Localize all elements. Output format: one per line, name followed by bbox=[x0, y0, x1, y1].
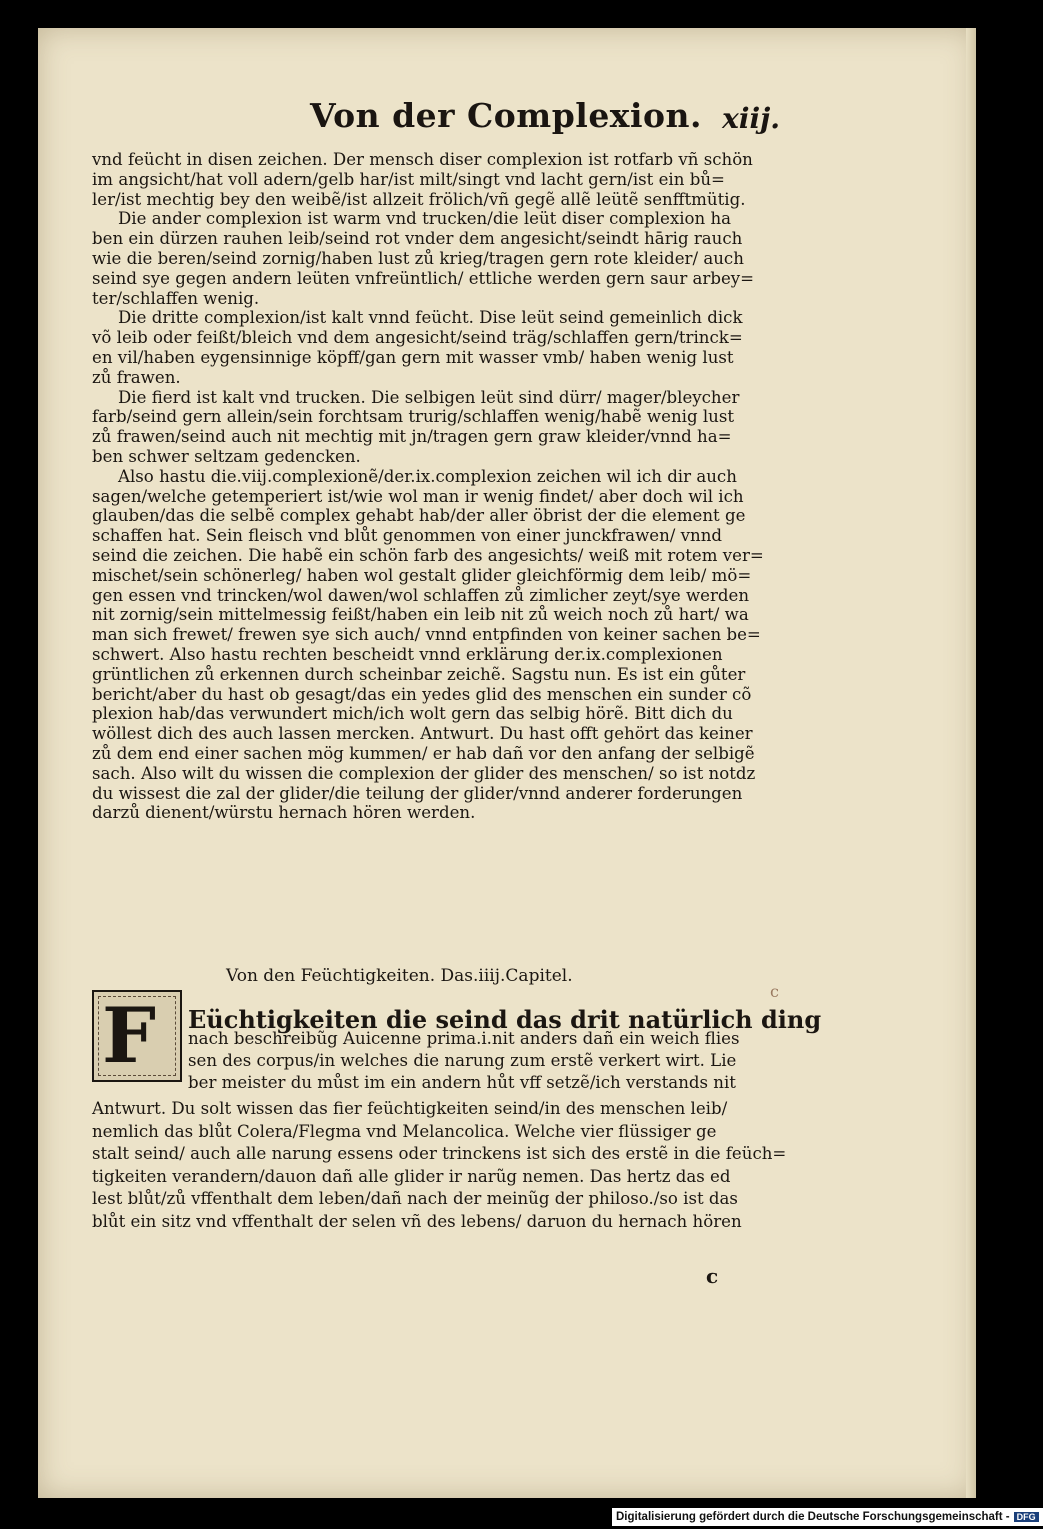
running-head-title: Von der Complexion. bbox=[310, 96, 703, 135]
decorated-initial bbox=[92, 990, 182, 1082]
text-line: wöllest dich des auch lassen mercken. Antwurt. Du hast offt gehört das keiner bbox=[92, 724, 753, 744]
text-line: schwert. Also hastu rechten bescheidt vnnd erklärung der.ix.complexionen bbox=[92, 644, 723, 664]
text-line: zů frawen/seind auch nit mechtig mit jn/tragen gern graw kleider/vnnd ha= bbox=[92, 427, 732, 447]
footer-text: Digitalisierung gefördert durch die Deutsche Forschungsgemeinschaft - bbox=[616, 1511, 1010, 1523]
chapter-opening-text bbox=[188, 1005, 822, 1094]
text-line: stalt seind/ auch alle narung essens oder trinckens ist sich des erstẽ in die feüch= bbox=[92, 1144, 787, 1164]
text-line: seind die zeichen. Die habẽ ein schön farb des angesichts/ weiß mit rotem ver= bbox=[92, 545, 764, 565]
text-line: Also hastu die.viij.complexionẽ/der.ix.complexion zeichen wil ich dir auch bbox=[118, 466, 737, 486]
text-line: vnd feücht in disen zeichen. Der mensch diser complexion ist rotfarb vñ schön bbox=[92, 150, 753, 169]
text-line: bericht/aber du hast ob gesagt/das ein yedes glid des menschen ein sunder cõ bbox=[92, 684, 752, 704]
text-line: grüntlichen zů erkennen durch scheinbar zeichẽ. Sagstu nun. Es ist ein gůter bbox=[92, 664, 746, 684]
signature-mark: c bbox=[706, 1264, 719, 1288]
text-line: Eüchtigkeiten die seind das drit natürlich ding bbox=[188, 1005, 822, 1034]
text-line: nit zornig/sein mittelmessig feißt/haben ein leib nit zů weich noch zů hart/ wa bbox=[92, 605, 749, 625]
text-line: du wissest die zal der glider/die teilung der glider/vnnd anderer forderungen bbox=[92, 783, 743, 803]
text-line: man sich frewet/ frewen sye sich auch/ vnnd entpfinden von keiner sachen be= bbox=[92, 625, 761, 645]
text-line: sach. Also wilt du wissen die complexion der glider des menschen/ so ist notdz bbox=[92, 763, 756, 783]
main-text-block bbox=[92, 150, 792, 823]
text-line: seind sye gegen andern leüten vnfreüntlich/ ettliche werden gern saur arbey= bbox=[92, 268, 755, 288]
text-line: Antwurt. Du solt wissen das fier feüchtigkeiten seind/in des menschen leib/ bbox=[92, 1099, 728, 1118]
footer-credit bbox=[612, 1508, 1043, 1526]
text-line: farb/seind gern allein/sein forchtsam trurig/schlaffen wenig/habẽ wenig lust bbox=[92, 407, 735, 427]
running-head bbox=[310, 96, 910, 146]
text-line: Die dritte complexion/ist kalt vnnd feücht. Dise leüt seind gemeinlich dick bbox=[118, 308, 743, 328]
text-line: im angsicht/hat voll adern/gelb har/ist milt/singt vnd lacht gern/ist ein bů= bbox=[92, 169, 725, 189]
text-line: blůt ein sitz vnd vffenthalt der selen vñ des lebens/ daruon du hernach hören bbox=[92, 1211, 742, 1231]
text-line: plexion hab/das verwundert mich/ich wolt gern das selbig hörẽ. Bitt dich du bbox=[92, 704, 733, 724]
text-line: ben ein dürzen rauhen leib/seind rot vnder dem angesicht/seindt hārig rauch bbox=[92, 229, 743, 249]
chapter-heading: Von den Feüchtigkeiten. Das.iiij.Capitel. bbox=[226, 966, 573, 986]
text-line: sen des corpus/in welches die narung zum erstẽ verkert wirt. Lie bbox=[188, 1051, 737, 1070]
text-line: ben schwer seltzam gedencken. bbox=[92, 446, 361, 466]
text-line: gen essen vnd trincken/wol dawen/wol schlaffen zů zimlicher zeyt/sye werden bbox=[92, 585, 750, 605]
initial-letter: F bbox=[102, 991, 156, 1080]
text-line: ter/schlaffen wenig. bbox=[92, 288, 260, 308]
text-line: wie die beren/seind zornig/haben lust zů krieg/tragen gern rote kleider/ auch bbox=[92, 248, 744, 268]
text-line: darzů dienent/würstu hernach hören werden. bbox=[92, 803, 476, 823]
folio-number: xiij. bbox=[722, 102, 780, 135]
text-line: tigkeiten verandern/dauon dañ alle glider ir narũg nemen. Das hertz das ed bbox=[92, 1166, 731, 1186]
text-line: ler/ist mechtig bey den weibẽ/ist allzeit frölich/vñ gegẽ allẽ leütẽ senfftmütig. bbox=[92, 189, 746, 209]
text-line: en vil/haben eygensinnige köpff/gan gern mit wasser vmb/ haben wenig lust bbox=[92, 347, 734, 367]
dfg-logo: DFG bbox=[1014, 1512, 1039, 1522]
text-line: zů dem end einer sachen mög kummen/ er hab dañ vor den anfang der selbigẽ bbox=[92, 743, 755, 763]
text-line: mischet/sein schönerleg/ haben wol gestalt glider gleichförmig dem leib/ mö= bbox=[92, 565, 752, 585]
chapter-body-text bbox=[92, 1098, 792, 1234]
text-line: võ leib oder feißt/bleich vnd dem angesicht/seind träg/schlaffen gern/trinck= bbox=[92, 328, 743, 348]
text-line: sagen/welche getemperiert ist/wie wol man ir wenig findet/ aber doch wil ich bbox=[92, 486, 744, 506]
text-line: Die ander complexion ist warm vnd trucken/die leüt diser complexion ha bbox=[118, 209, 732, 229]
text-line: nach beschreibũg Auicenne prima.i.nit anders dañ ein weich flies bbox=[188, 1029, 740, 1048]
text-line: schaffen hat. Sein fleisch vnd blůt genommen von einer junckfrawen/ vnnd bbox=[92, 526, 723, 546]
page-edge bbox=[966, 28, 976, 1498]
text-line: glauben/das die selbẽ complex gehabt hab/der aller öbrist der die element ge bbox=[92, 506, 746, 526]
text-line: nemlich das blůt Colera/Flegma vnd Melancolica. Welche vier flüssiger ge bbox=[92, 1121, 717, 1141]
text-line: Die fierd ist kalt vnd trucken. Die selbigen leüt sind dürr/ mager/bleycher bbox=[118, 387, 740, 407]
text-line: lest blůt/zů vffenthalt dem leben/dañ nach der meinũg der philoso./so ist das bbox=[92, 1189, 738, 1209]
text-line: zů frawen. bbox=[92, 367, 181, 387]
text-line: ber meister du můst im ein andern hůt vff setzẽ/ich verstands nit bbox=[188, 1073, 736, 1092]
margin-mark: c bbox=[770, 982, 779, 1001]
